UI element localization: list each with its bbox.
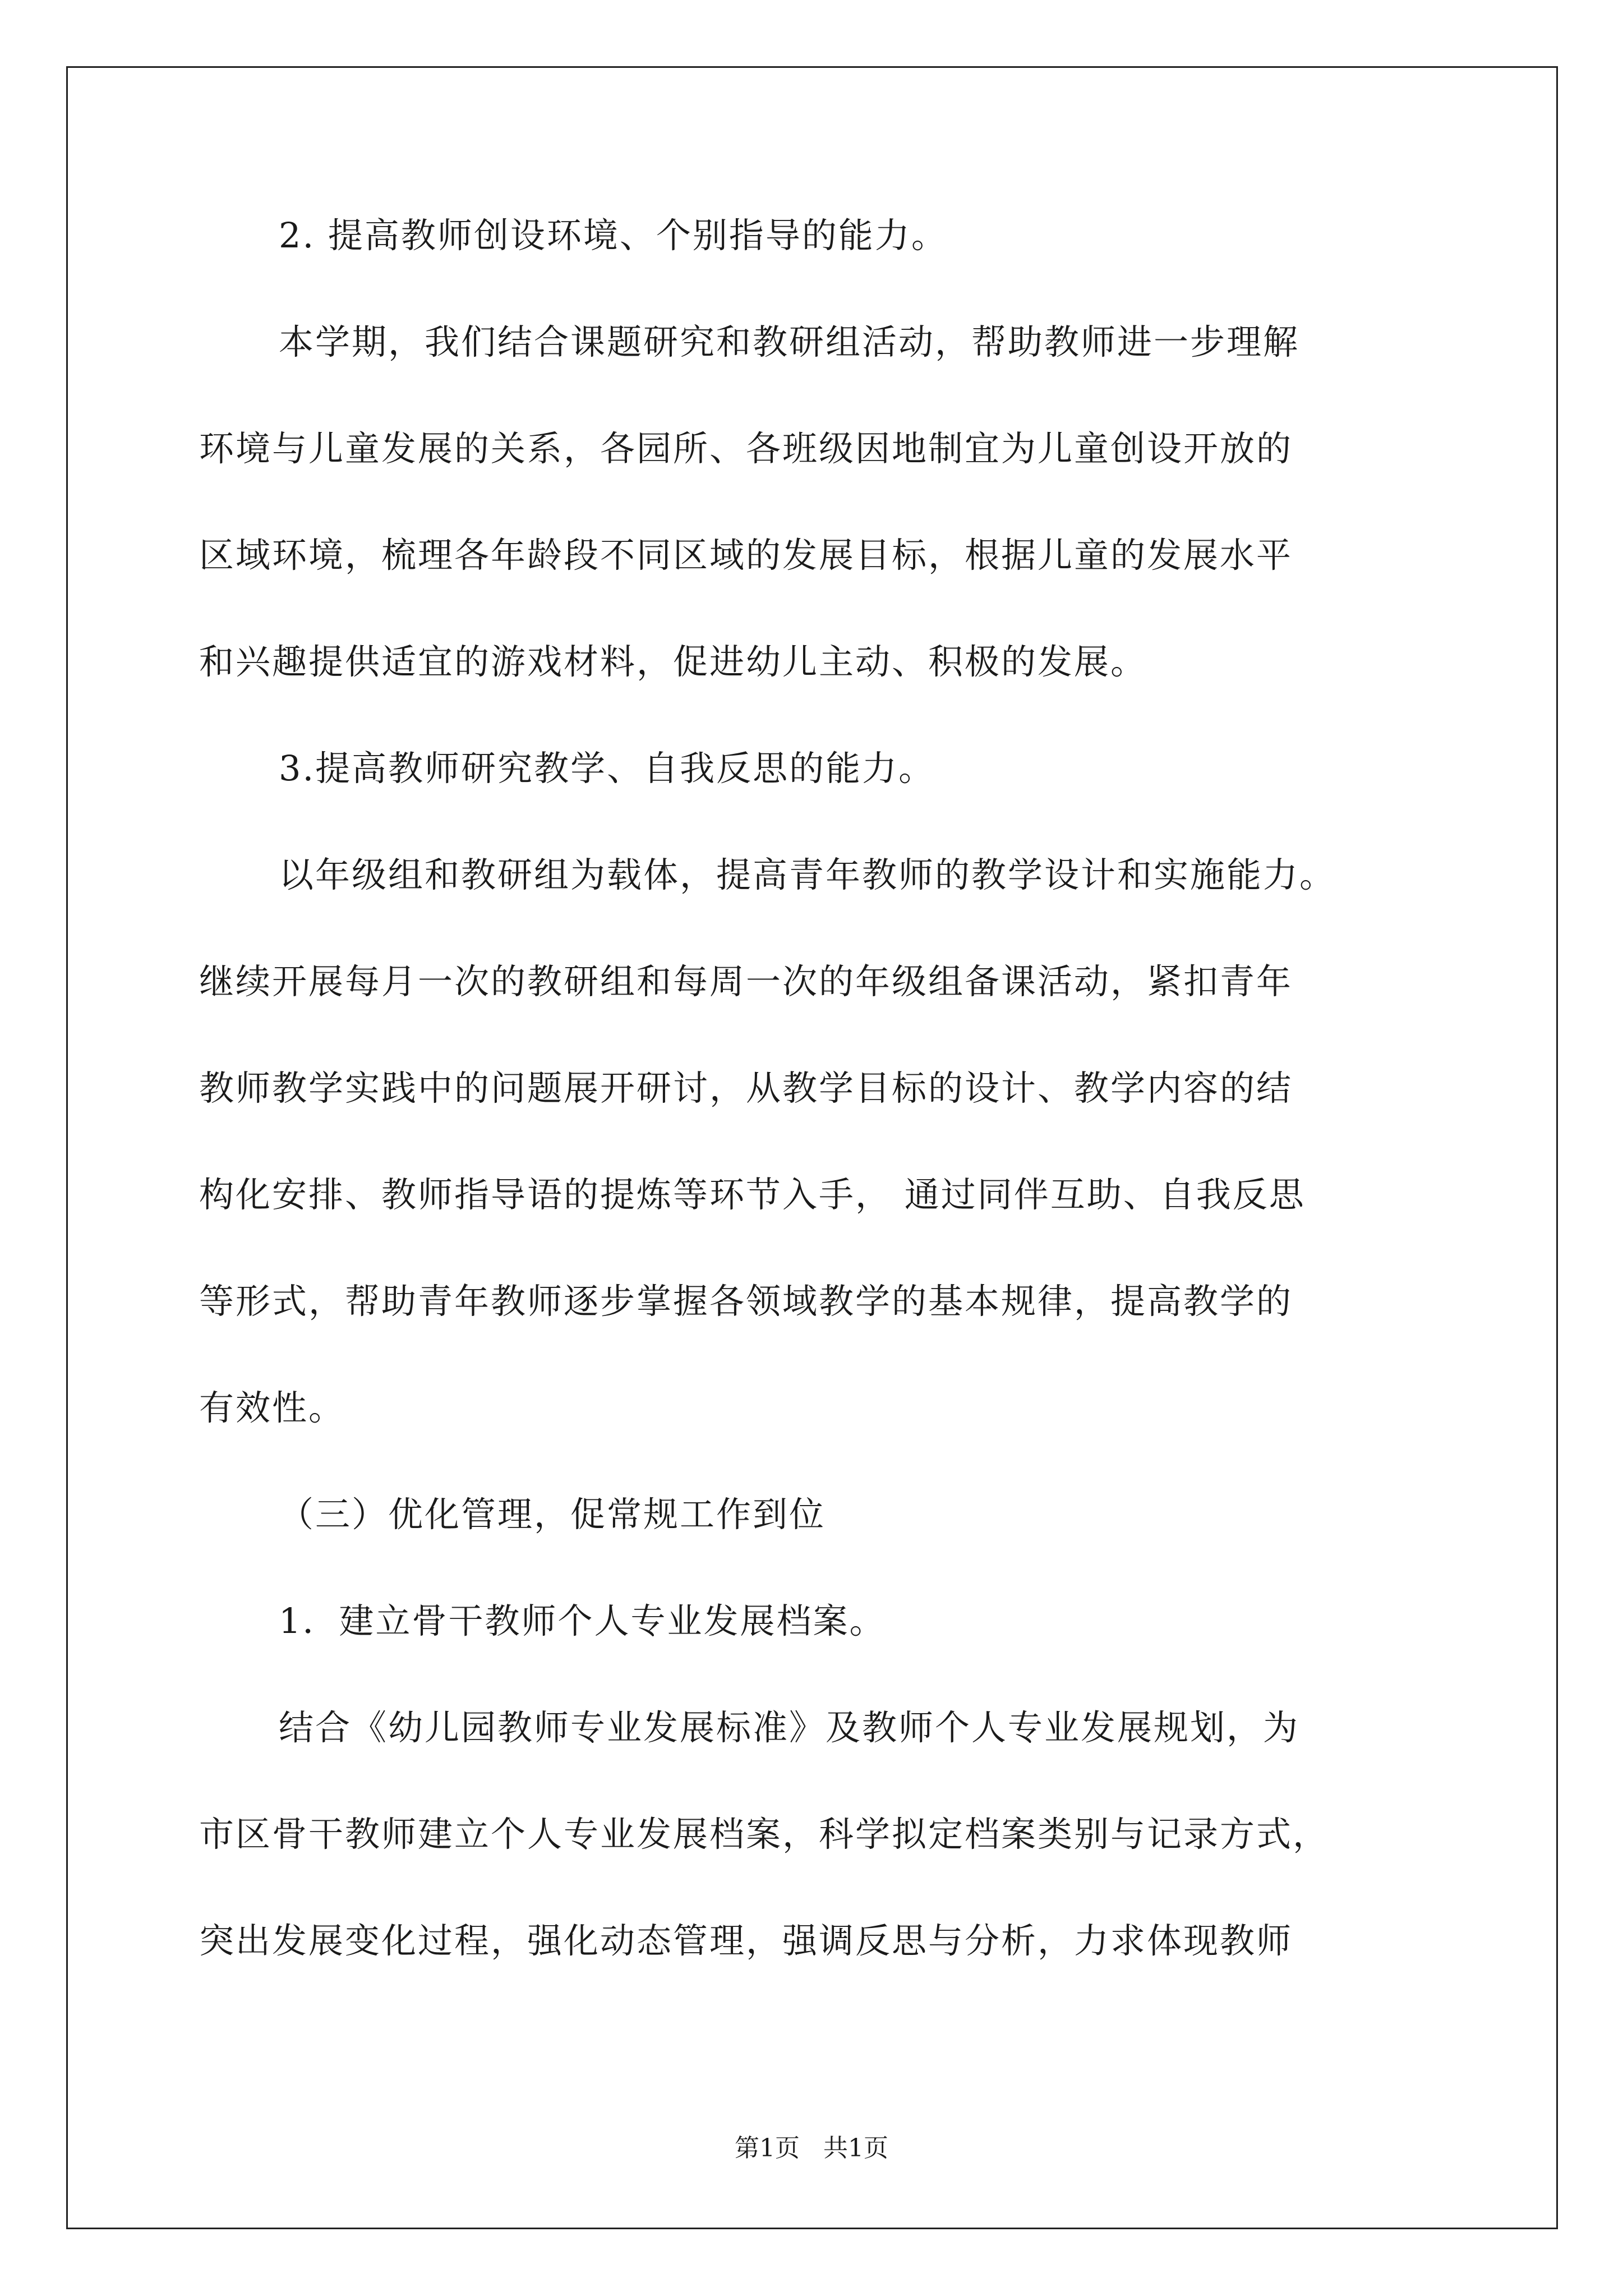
paragraph-line: 市区骨干教师建立个人专业发展档案，科学拟定档案类别与记录方式，	[199, 1814, 1330, 1855]
paragraph-line: 突出发展变化过程，强化动态管理，强调反思与分析，力求体现教师	[199, 1920, 1293, 1961]
paragraph-line: 结合《幼儿园教师专业发展标准》及教师个人专业发展规划，为	[279, 1707, 1300, 1748]
paragraph-line: 等形式，帮助青年教师逐步掌握各领域教学的基本规律，提高教学的	[199, 1281, 1293, 1322]
page-border	[66, 66, 1558, 2229]
section-heading-1: 1．建立骨干教师个人专业发展档案。	[279, 1600, 886, 1641]
paragraph-line: 以年级组和教研组为载体，提高青年教师的教学设计和实施能力。	[279, 854, 1336, 895]
paragraph-line: 本学期，我们结合课题研究和教研组活动，帮助教师进一步理解	[279, 321, 1300, 362]
paragraph-line: 环境与儿童发展的关系，各园所、各班级因地制宜为儿童创设开放的	[199, 428, 1293, 469]
paragraph-line: 构化安排、教师指导语的提炼等环节入手， 通过同伴互助、自我反思	[199, 1174, 1306, 1215]
paragraph-line: 和兴趣提供适宜的游戏材料，促进幼儿主动、积极的发展。	[199, 641, 1147, 682]
page-footer: 第1页 共1页	[735, 2134, 888, 2162]
paragraph-line: 继续开展每月一次的教研组和每周一次的年级组备课活动，紧扣青年	[199, 961, 1293, 1002]
paragraph-line: 有效性。	[199, 1387, 345, 1428]
section-heading-part-three: （三）优化管理，促常规工作到位	[279, 1494, 826, 1535]
section-heading-3: 3.提高教师研究教学、自我反思的能力。	[279, 748, 935, 789]
section-heading-2: 2. 提高教师创设环境、个别指导的能力。	[279, 215, 948, 256]
paragraph-line: 教师教学实践中的问题展开研讨，从教学目标的设计、教学内容的结	[199, 1068, 1293, 1108]
paragraph-line: 区域环境，梳理各年龄段不同区域的发展目标，根据儿童的发展水平	[199, 535, 1293, 576]
